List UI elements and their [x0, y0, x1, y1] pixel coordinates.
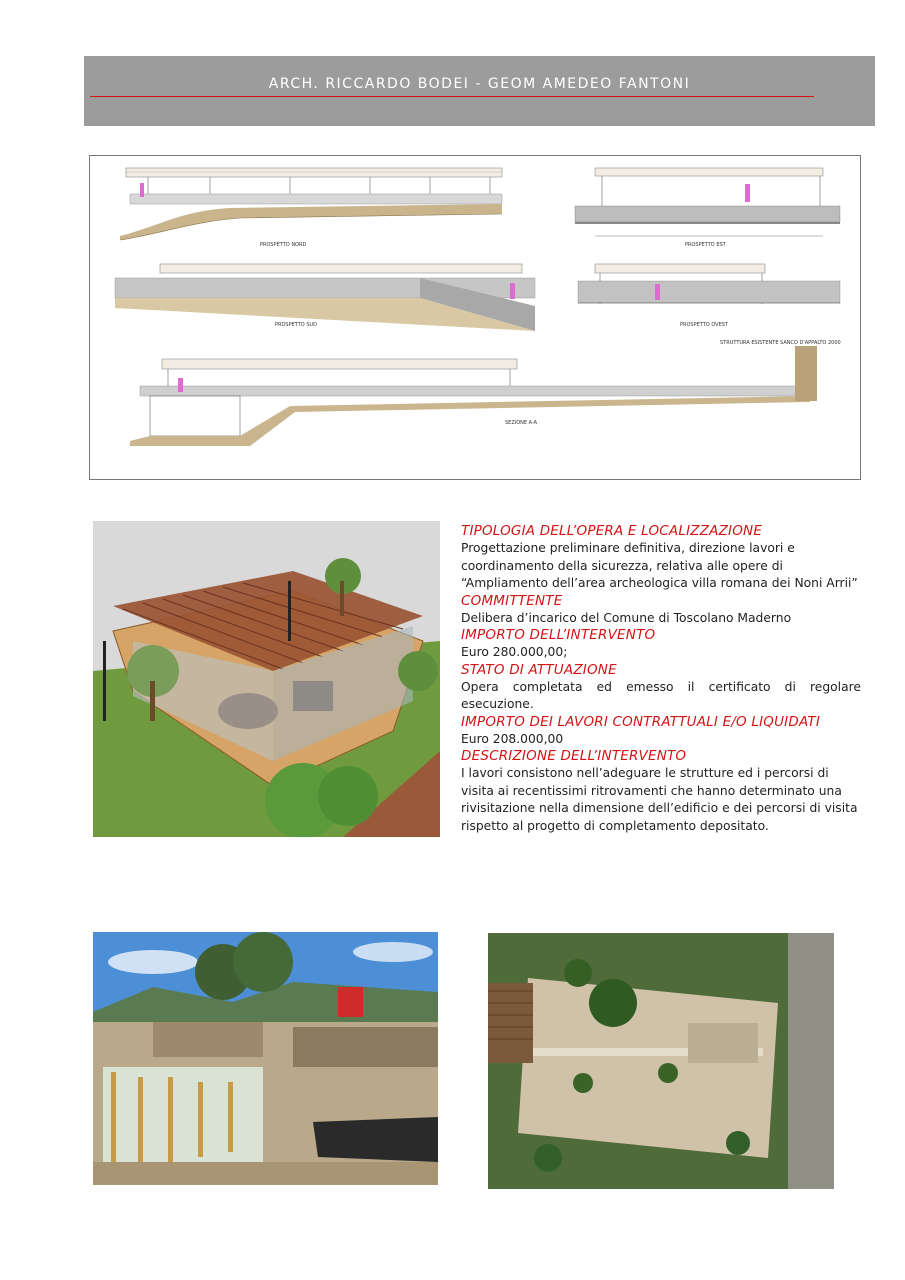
section-title-importo-lavori: IMPORTO DEI LAVORI CONTRATTUALI E/O LIQUIDATI	[461, 713, 821, 730]
elevation-drawing	[89, 155, 861, 480]
sezione-aa	[130, 340, 841, 446]
label-prospetto-nord: PROSPETTO NORD	[260, 242, 307, 248]
label-prospetto-est: PROSPETTO EST	[685, 242, 726, 248]
excavation-photo	[93, 932, 438, 1185]
header-rule	[90, 96, 814, 97]
section-title-committente: COMMITTENTE	[461, 592, 563, 609]
page-header	[84, 56, 875, 126]
prospetto-est	[575, 168, 840, 248]
label-prospetto-sud: PROSPETTO SUD	[275, 322, 318, 328]
section-title-tipologia: TIPOLOGIA DELL’OPERA E LOCALIZZAZIONE	[461, 523, 763, 539]
elevation-drawing-svg	[90, 156, 860, 479]
label-sezione-aa: SEZIONE A-A	[505, 420, 538, 426]
section-body-stato: Opera completata ed emesso il certificato di regolare esecuzione.	[461, 679, 861, 711]
section-body-descrizione: I lavori consistono nell’adeguare le strutture ed i percorsi di visita ai recentissimi ritrovamenti che hanno determinato una rivisitazione nella dimensione dell’edificio e dei percorsi di visita rispetto al progetto di completamento depositato.	[461, 766, 858, 833]
section-body-importo: Euro 280.000,00;	[461, 645, 568, 659]
section-title-descrizione: DESCRIZIONE DELL’INTERVENTO	[461, 748, 687, 764]
section-title-importo: IMPORTO DELL’INTERVENTO	[461, 627, 656, 643]
label-prospetto-ovest: PROSPETTO OVEST	[680, 322, 728, 328]
label-struttura-esistente: STRUTTURA ESISTENTE SANCO D'APPALTO 2000	[720, 340, 841, 346]
prospetto-ovest	[578, 264, 840, 328]
section-body-tipologia: Progettazione preliminare definitiva, direzione lavori e coordinamento della sicurezza, relativa alle opere di “Ampliamento dell’area archeologica villa romana dei Noni Arrii”	[461, 541, 858, 590]
section-body-importo-lavori: Euro 208.000,00	[461, 731, 564, 746]
project-render-image	[93, 521, 440, 837]
prospetto-sud	[115, 264, 535, 331]
project-description	[461, 523, 861, 835]
prospetto-nord	[120, 168, 502, 248]
section-title-stato: STATO DI ATTUAZIONE	[461, 661, 617, 678]
section-body-committente: Delibera d’incarico del Comune di Toscolano Maderno	[461, 610, 792, 625]
aerial-photo	[488, 933, 834, 1189]
header-title: ARCH. RICCARDO BODEI - GEOM AMEDEO FANTONI	[268, 76, 691, 92]
